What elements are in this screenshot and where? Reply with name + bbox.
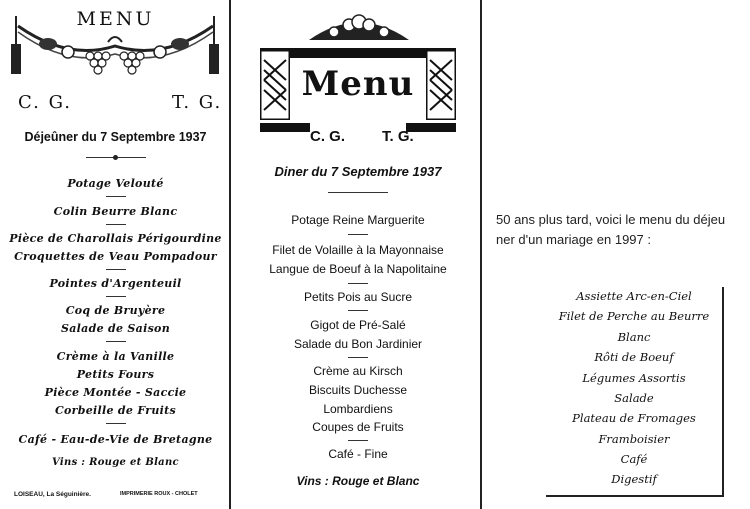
floral-ornament — [304, 10, 414, 46]
menu-item: Crème au Kirsch — [313, 364, 403, 378]
menu-title: Déjeûner du 7 Septembre 1937 — [24, 130, 207, 144]
initials-right: T. G. — [382, 128, 414, 145]
item-divider — [106, 224, 126, 225]
menu-item: Langue de Boeuf à la Napolitaine — [269, 262, 447, 276]
wedding-menu-card-1997 — [546, 287, 724, 497]
menu-item: Corbeille de Fruits — [54, 404, 177, 417]
footer-left: LOISEAU, La Séguinière. — [14, 491, 91, 498]
item-divider — [348, 234, 368, 235]
menu-item: Coq de Bruyère — [65, 304, 166, 317]
menu-item: Framboisier — [598, 432, 670, 446]
menu-item: Croquettes de Veau Pompadour — [14, 250, 217, 263]
menu-item: Coupes de Fruits — [312, 420, 404, 434]
item-divider — [348, 440, 368, 441]
menu-item: Café - Fine — [328, 447, 388, 461]
caption-line-2: ner d'un mariage en 1997 : — [496, 232, 651, 247]
menu-item: Filet de Volaille à la Mayonnaise — [272, 243, 444, 257]
menu-item: Légumes Assortis — [582, 371, 686, 385]
item-divider — [348, 310, 368, 311]
menu-title: Diner du 7 Septembre 1937 — [274, 164, 442, 179]
menu-item: Gigot de Pré-Salé — [310, 318, 406, 332]
initials-left: C. G. — [18, 92, 73, 113]
menu-item: Digestif — [611, 472, 657, 486]
menu-item: Petits Fours — [76, 368, 155, 381]
initials-right: T. G. — [172, 92, 223, 113]
item-divider — [348, 283, 368, 284]
menu-item: Rôti de Boeuf — [594, 350, 674, 364]
menu-item: Plateau de Fromages — [572, 411, 696, 425]
menu-item: Pièce de Charollais Périgourdine — [9, 232, 222, 245]
item-divider — [348, 357, 368, 358]
menu-heading: MENU — [76, 8, 155, 30]
wine-line: Vins : Rouge et Blanc — [296, 474, 420, 488]
dinner-menu-card-1937 — [234, 0, 482, 509]
menu-item: Blanc — [617, 330, 651, 344]
item-divider — [106, 296, 126, 297]
menu-item: Potage Reine Marguerite — [291, 213, 425, 227]
title-divider — [328, 192, 388, 193]
menu-item: Crème à la Vanille — [56, 350, 175, 363]
menu-item: Biscuits Duchesse — [308, 383, 408, 397]
item-divider — [106, 423, 126, 424]
divider-dot — [113, 155, 118, 160]
menu-item: Potage Velouté — [67, 177, 164, 190]
menu-item: Colin Beurre Blanc — [53, 205, 178, 218]
caption-line-1: 50 ans plus tard, voici le menu du déjeu — [496, 212, 726, 227]
item-divider — [106, 269, 126, 270]
menu-item: Filet de Perche au Beurre — [558, 309, 710, 323]
item-divider — [106, 341, 126, 342]
menu-item: Pièce Montée - Saccie — [44, 386, 187, 399]
menu-item: Petits Pois au Sucre — [303, 290, 413, 304]
item-divider — [106, 196, 126, 197]
menu-item: Salade du Bon Jardinier — [293, 337, 423, 351]
initials-left: C. G. — [310, 128, 346, 145]
caption-note — [496, 210, 748, 250]
lunch-menu-card-1937 — [0, 0, 231, 509]
menu-item: Café - Eau-de-Vie de Bretagne — [18, 433, 213, 446]
wine-line: Vins : Rouge et Blanc — [52, 457, 179, 468]
menu-item: Assiette Arc-en-Ciel — [576, 289, 692, 303]
menu-item: Pointes d'Argenteuil — [49, 277, 182, 290]
menu-item: Lombardiens — [323, 402, 393, 416]
menu-item: Café — [620, 452, 648, 466]
decor-bar-left — [260, 123, 310, 132]
menu-item: Salade de Saison — [61, 322, 170, 335]
footer-right: IMPRIMERIE ROUX - CHOLET — [120, 491, 198, 497]
menu-heading: Menu — [301, 64, 415, 104]
menu-item: Salade — [614, 391, 654, 405]
